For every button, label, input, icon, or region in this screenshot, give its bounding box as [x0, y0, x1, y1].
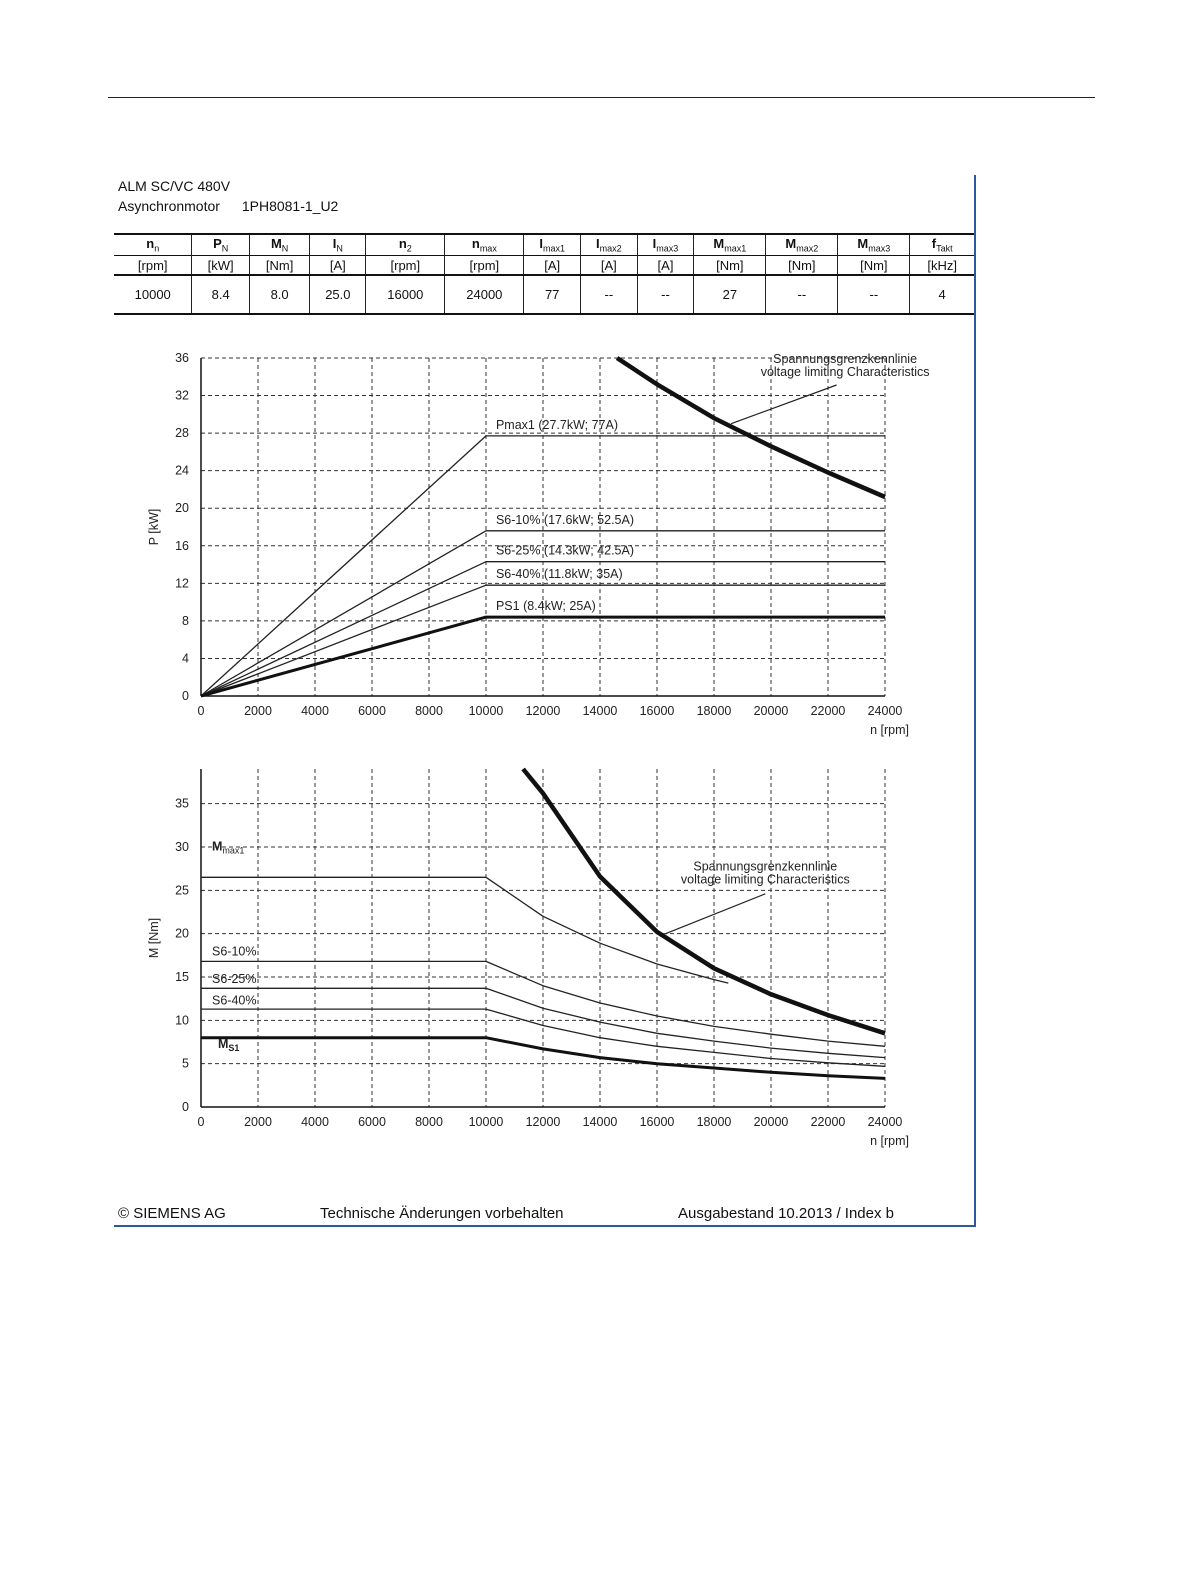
footer-notice: Technische Änderungen vorbehalten: [320, 1205, 564, 1222]
s6-10-label: S6-10%: [212, 944, 257, 959]
mmax1-label: $M_{max1}$: [212, 839, 245, 856]
power-chart: [147, 351, 930, 737]
x-tick-label: 8000: [415, 1115, 443, 1129]
spec-symbol: $n_2$: [366, 234, 445, 256]
annotation-line1: Spannungsgrenzkennlinie: [693, 859, 838, 874]
y-axis-title: M [Nm]: [147, 917, 161, 959]
y-tick-label: 20: [175, 926, 189, 941]
x-tick-label: 2000: [244, 1115, 272, 1129]
spec-unit: [A]: [581, 256, 638, 276]
x-tick-label: 4000: [301, 1115, 329, 1129]
spec-symbol: $n_{max}$: [445, 234, 524, 256]
spec-symbol: $M_{max3}$: [838, 234, 910, 256]
spec-value: 25.0: [310, 275, 366, 314]
spec-unit: [Nm]: [694, 256, 766, 276]
supply-label: ALM SC/VC 480V: [118, 178, 231, 194]
motor-model: 1PH8081-1_U2: [241, 198, 339, 214]
y-tick-label: 25: [175, 883, 189, 898]
x-tick-label: 18000: [696, 704, 732, 718]
annotation-line2: voltage limiting Characteristics: [760, 365, 930, 379]
series-label: Pmax1 (27.7kW; 77A): [495, 417, 619, 432]
ms1-label: $M_{S1}$: [218, 1037, 240, 1054]
spec-symbol: $I_{max2}$: [581, 234, 638, 256]
y-tick-label: 8: [182, 613, 189, 628]
spec-symbol: $I_N$: [310, 234, 366, 256]
y-tick-label: 5: [182, 1056, 189, 1071]
y-tick-label: 24: [175, 463, 189, 478]
datasheet: [114, 175, 976, 1227]
series-label: PS1 (8.4kW; 25A): [495, 599, 596, 614]
y-tick-label: 0: [182, 1100, 189, 1114]
spec-symbol: $M_{max1}$: [694, 234, 766, 256]
x-tick-label: 12000: [525, 704, 561, 718]
spec-unit: [Nm]: [766, 256, 838, 276]
x-tick-label: 6000: [358, 1115, 386, 1129]
spec-value: --: [581, 275, 638, 314]
spec-symbol: $M_N$: [249, 234, 310, 256]
series-line: [201, 877, 728, 983]
x-tick-label: 6000: [358, 704, 386, 718]
y-tick-label: 16: [175, 538, 189, 553]
spec-value: 24000: [445, 275, 524, 314]
spec-unit: [rpm]: [114, 256, 192, 276]
y-tick-label: 32: [175, 388, 189, 403]
spec-symbol: $f_{Takt}$: [910, 234, 974, 256]
torque-chart: [147, 769, 909, 1148]
y-tick-label: 10: [175, 1013, 189, 1028]
spec-unit: [A]: [524, 256, 581, 276]
x-tick-label: 8000: [415, 704, 443, 718]
spec-value: 4: [910, 275, 974, 314]
spec-value: 8.0: [249, 275, 310, 314]
x-tick-label: 10000: [468, 1115, 504, 1129]
spec-value: --: [637, 275, 694, 314]
spec-unit: [Nm]: [838, 256, 910, 276]
spec-value: --: [766, 275, 838, 314]
y-tick-label: 36: [175, 351, 189, 365]
footer-copyright: © SIEMENS AG: [118, 1205, 226, 1222]
x-tick-label: 10000: [468, 704, 504, 718]
series-label: S6-10% (17.6kW; 52.5A): [495, 512, 635, 527]
annotation-leader: [731, 385, 836, 424]
spec-symbol: $I_{max1}$: [524, 234, 581, 256]
x-tick-label: 12000: [525, 1115, 561, 1129]
ms1-label-sub: S1: [228, 1043, 240, 1054]
series-line: [201, 436, 885, 696]
spec-unit: [Nm]: [249, 256, 310, 276]
y-tick-label: 28: [175, 426, 189, 441]
y-tick-label: 4: [182, 651, 189, 666]
spec-value: 8.4: [192, 275, 249, 314]
x-tick-label: 14000: [582, 1115, 618, 1129]
voltage-limit-curve: [523, 769, 885, 1033]
series-label: S6-40% (11.8kW; 35A): [495, 567, 623, 582]
x-tick-label: 20000: [753, 1115, 789, 1129]
x-tick-label: 18000: [696, 1115, 732, 1129]
x-tick-label: 2000: [244, 704, 272, 718]
spec-symbol: $n_n$: [114, 234, 192, 256]
y-tick-label: 20: [175, 501, 189, 516]
series-label: S6-25% (14.3kW; 42.5A): [495, 543, 635, 558]
spec-value: 10000: [114, 275, 192, 314]
y-tick-label: 12: [175, 576, 189, 591]
motor-type: Asynchronmotor: [118, 198, 220, 214]
annotation-line2: voltage limiting Characteristics: [680, 872, 850, 887]
spec-value: 77: [524, 275, 581, 314]
spec-unit: [A]: [310, 256, 366, 276]
x-tick-label: 0: [197, 704, 205, 718]
spec-unit: [rpm]: [445, 256, 524, 276]
annotation-line1: Spannungsgrenzkennlinie: [773, 352, 918, 366]
x-tick-label: 22000: [810, 704, 846, 718]
footer-edition: Ausgabestand 10.2013 / Index b: [678, 1205, 895, 1222]
characteristic-charts: [114, 175, 974, 1205]
x-tick-label: 16000: [639, 704, 675, 718]
spec-value: 16000: [366, 275, 445, 314]
x-tick-label: 24000: [867, 704, 903, 718]
x-tick-label: 20000: [753, 704, 789, 718]
y-axis-title: P [kW]: [147, 508, 161, 546]
x-tick-label: 16000: [639, 1115, 675, 1129]
spec-symbol: $I_{max3}$: [637, 234, 694, 256]
spec-unit: [kHz]: [910, 256, 974, 276]
spec-symbol: $P_N$: [192, 234, 249, 256]
x-tick-label: 24000: [867, 1115, 903, 1129]
annotation-leader: [666, 894, 766, 934]
mmax1-label-sub: max1: [222, 845, 245, 856]
spec-symbol: $M_{max2}$: [766, 234, 838, 256]
y-tick-label: 35: [175, 796, 189, 811]
x-tick-label: 14000: [582, 704, 618, 718]
spec-unit: [A]: [637, 256, 694, 276]
spec-value: --: [838, 275, 910, 314]
x-axis-title: n [rpm]: [870, 723, 909, 737]
spec-value: 27: [694, 275, 766, 314]
y-tick-label: 0: [182, 689, 189, 703]
x-tick-label: 4000: [301, 704, 329, 718]
spec-unit: [kW]: [192, 256, 249, 276]
y-tick-label: 30: [175, 840, 189, 854]
s6-25-label: S6-25%: [212, 972, 257, 987]
s6-40-label: S6-40%: [212, 993, 257, 1008]
x-tick-label: 0: [197, 1115, 205, 1129]
y-tick-label: 15: [175, 970, 189, 984]
top-rule: [108, 97, 1095, 98]
x-axis-title: n [rpm]: [870, 1134, 909, 1148]
spec-unit: [rpm]: [366, 256, 445, 276]
x-tick-label: 22000: [810, 1115, 846, 1129]
